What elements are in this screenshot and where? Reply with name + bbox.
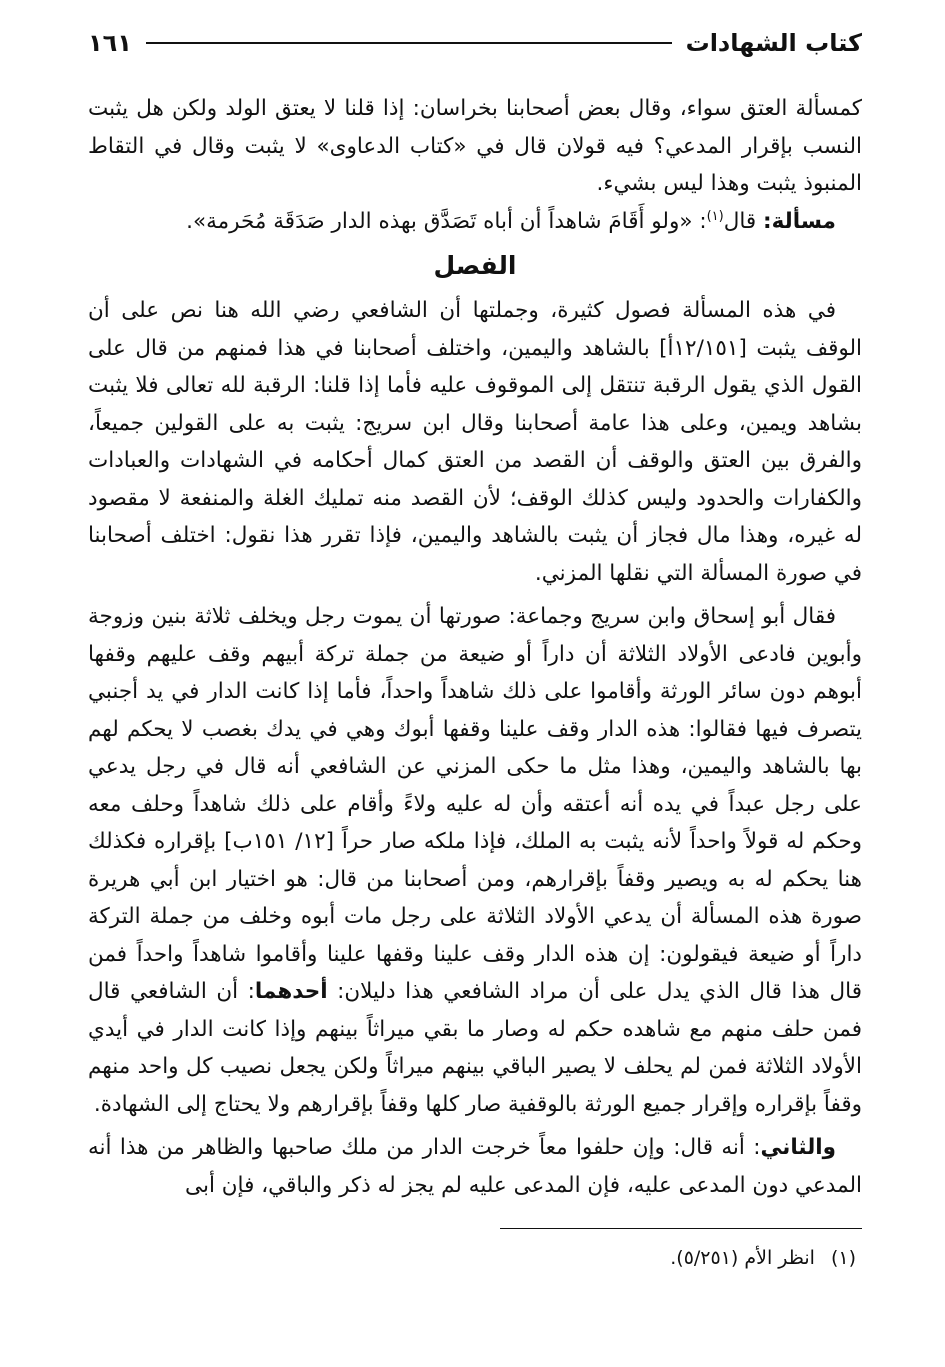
footnote <box>88 1243 862 1273</box>
page-number: ١٦١ <box>88 29 132 57</box>
footnote-text: انظر الأم (٥/٢٥١). <box>670 1247 815 1269</box>
masala-label: مسألة: <box>763 208 836 234</box>
masala-text: : «ولو أَقَامَ شاهداً أن أباه تَصَدَّق بهذه الدار صَدَقَة مُحَرمة». <box>186 208 707 234</box>
second-evidence-label: والثاني <box>760 1135 836 1160</box>
section-title: الفصل <box>433 251 517 280</box>
header-rule <box>146 42 672 44</box>
chapter-title: كتاب الشهادات <box>685 29 862 57</box>
page <box>88 22 862 1273</box>
paragraph-3-continuation: : أن الشافعي قال فمن حلف منهم مع شاهده حكم له وصار ما بقي ميراثاً بينهم وإذا كانت الدار في أيدي الأولاد الثلاثة فمن لم يحلف لا يصير الباقي بينهم ميراثاً ولكن يجعل نصيب كل واحد منهم وقفاً بإقراره وإقرار جميع الورثة بالوقفية صار كلها وقفاً بإقرارهم ولا يحتاج إلى الشهادة. <box>88 979 862 1117</box>
paragraph-2: في هذه المسألة فصول كثيرة، وجملتها أن الشافعي رضي الله هنا نص على أن الوقف يثبت [١٢/١٥١أ] بالشاهد واليمين، واختلف أصحابنا في هذا فمنهم من قال على القول الذي يقول الرقبة تنتقل إلى الموقوف عليه فأما إذا قلنا: الرقبة لله تعالى فلا يثبت بشاهد ويمين، وعلى هذا عامة أصحابنا وقال ابن سريج: يثبت به على القولين جميعاً، والفرق بين العتق والوقف أن القصد من العتق كمال أحكامه في الشهادات والعبادات والكفارات والحدود وليس كذلك الوقف؛ لأن القصد منه تمليك الغلة والمنفعة لا مقصود له غيره، وهذا مال فجاز أن يثبت بالشاهد واليمين، فإذا تقرر هذا نقول: اختلف أصحابنا في صورة المسألة التي نقلها المزني. <box>88 298 863 586</box>
running-header <box>88 22 862 64</box>
paragraph-4 <box>88 1129 862 1204</box>
footnote-number: (١) <box>830 1247 856 1269</box>
paragraph-1: كمسألة العتق سواء، وقال بعض أصحابنا بخراسان: إذا قلنا لا يعتق الولد ولكن هل يثبت النسب بإقرار المدعي؟ فيه قولان قال في «كتاب الدعاوى» لا يثبت وقال في التقاط المنبوذ يثبت وهذا ليس بشيء. <box>88 96 862 196</box>
paragraph-3-text: فقال أبو إسحاق وابن سريج وجماعة: صورتها أن يموت رجل ويخلف ثلاثة بنين وزوجة وأبوين فادعى الأولاد الثلاثة أن داراً أو ضيعة من جملة تركة أبيهم وقف عليهم وقفها أبوهم دون سائر الورثة وأقاموا على ذلك شاهداً واحداً، فأما إذا كانت الدار في يد أجنبي يتصرف فيها فقالوا: هذه الدار وقف علينا وقفها أبوك وهي في يدك بغصب لا يحكم لهم بها بالشاهد واليمين، وهذا مثل ما حكى المزني عن الشافعي أنه قال في رجل يدعي على رجل عبداً في يده أنه أعتقه وأن له عليه ولاءً وأقام على ذلك شاهداً وحلف معه وحكم له قولاً واحداً لأنه يثبت به الملك، فإذا ملكه صار حراً [١٢/ ١٥١ب] بإقراره فكذلك هنا يحكم له به ويصير وقفاً بإقرارهم، ومن أصحابنا من قال: هو اختيار ابن أبي هريرة صورة هذه المسألة أن يدعي الأولاد الثلاثة على رجل مات أبوه وخلف من جملة التركة داراً أو ضيعة فيقولون: إن هذه الدار وقف علينا وقفها علينا وأقاموا شاهداً واحداً فمن قال هذا قال الذي يدل على أن مراد الشافعي هذا دليلان: <box>88 604 862 1004</box>
footnote-separator <box>500 1228 862 1229</box>
first-evidence-label: أحدهما <box>254 979 328 1004</box>
footnote-ref: (١) <box>706 208 724 224</box>
masala-paragraph <box>88 203 862 241</box>
paragraph-3 <box>88 598 862 1123</box>
masala-qal: قال <box>723 208 757 234</box>
paragraph-4-text: : أنه قال: وإن حلفوا معاً خرجت الدار من ملك صاحبها والظاهر من هذا أنه المدعي دون المدعى عليه، فإن المدعى عليه لم يجز له ذكر والباقي، فإن أبى <box>88 1135 862 1198</box>
